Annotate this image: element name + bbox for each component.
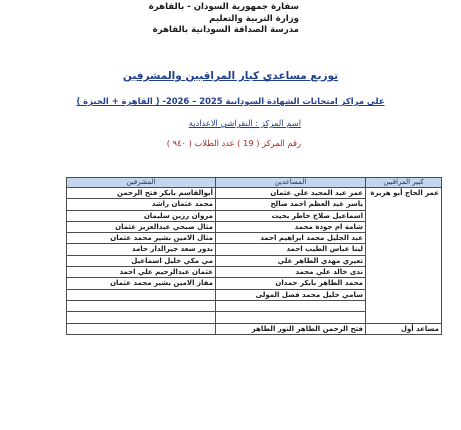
assistant-cell: محمد الطاهر بابكر حمدان	[215, 278, 365, 289]
school-line: مدرسة الصداقة السودانية بالقاهرة	[152, 25, 299, 35]
assistant-cell: اسماعيل صلاح خاطر بخيت	[215, 210, 365, 221]
assistant-cell: لينا عباس الطيب احمد	[215, 244, 365, 255]
senior-cell: عمر الحاج أبو هريرة	[365, 188, 441, 324]
assistant-cell: ندى خالد علي محمد	[215, 267, 365, 278]
assistant-cell: عبد الجليل محمد ابراهيم احمد	[215, 233, 365, 244]
assistant-cell: تعيري مهدي الطاهر علي	[215, 255, 365, 266]
supervisor-cell: أبوالقاسم بابكر فتح الرحمن	[67, 188, 216, 199]
ministry-line: وزارة التربية والتعليم	[209, 13, 299, 24]
center-number: رقم المركز ( 19 ) عدد الطلاب ( ٩٤٠ )	[166, 138, 301, 148]
supervisor-cell: محمد عثمان راشد	[67, 199, 216, 210]
assistant-cell: شامة ام جودة محمد	[215, 221, 365, 232]
supervisor-cell: مثال صبحي عبدالعزيز عثمان	[67, 221, 216, 232]
distribution-table	[66, 177, 442, 335]
header-assistants: المساعدين	[215, 178, 365, 188]
supervisor-cell	[67, 300, 216, 311]
first-assistant-name: فتح الرحمن الطاهر النور الطاهر	[215, 323, 365, 334]
assistant-cell	[215, 300, 365, 311]
supervisor-cell: عثمان عبدالرحيم علي احمد	[67, 267, 216, 278]
header-supervisors: المشرفين	[67, 178, 216, 188]
assistant-cell: سامي خليل محمد فضل المولى	[215, 289, 365, 300]
supervisor-cell: بدور سعد جيرالدار حامد	[67, 244, 216, 255]
first-assistant-row	[67, 323, 442, 334]
supervisor-cell	[67, 289, 216, 300]
supervisor-cell	[67, 312, 216, 323]
supervisor-cell: مثال الامين بشير محمد عثمان	[67, 233, 216, 244]
supervisor-cell: مروان رزين سليمان	[67, 210, 216, 221]
assistant-cell: ياسر عبد العظم احمد صالح	[215, 199, 365, 210]
first-assistant-label: مساعد أول	[365, 323, 441, 334]
page-subtitle: على مراكز امتحانات الشهادة السودانية 2025 – 2026- ( القاهرة + الجيزة )	[76, 96, 385, 106]
assistant-cell: عمر عبد المجيد علي عثمان	[215, 188, 365, 199]
center-name: اسم المركز : النقراشي الاعدادية	[188, 118, 301, 128]
supervisor-cell: مفاز الامين بشير محمد عثمان	[67, 278, 216, 289]
empty-cell	[67, 323, 216, 334]
page-title: توزيع مساعدي كبار المراقبين والمشرفين	[122, 70, 339, 82]
table-row	[67, 188, 442, 199]
letterhead	[149, 2, 299, 37]
embassy-line: سفارة جمهورية السودان - بالقاهرة	[148, 2, 299, 12]
header-senior: كبير المراقبين	[365, 178, 441, 188]
assistant-cell	[215, 312, 365, 323]
table-header-row	[67, 178, 442, 188]
supervisor-cell: مي مكي خليل اسماعيل	[67, 255, 216, 266]
